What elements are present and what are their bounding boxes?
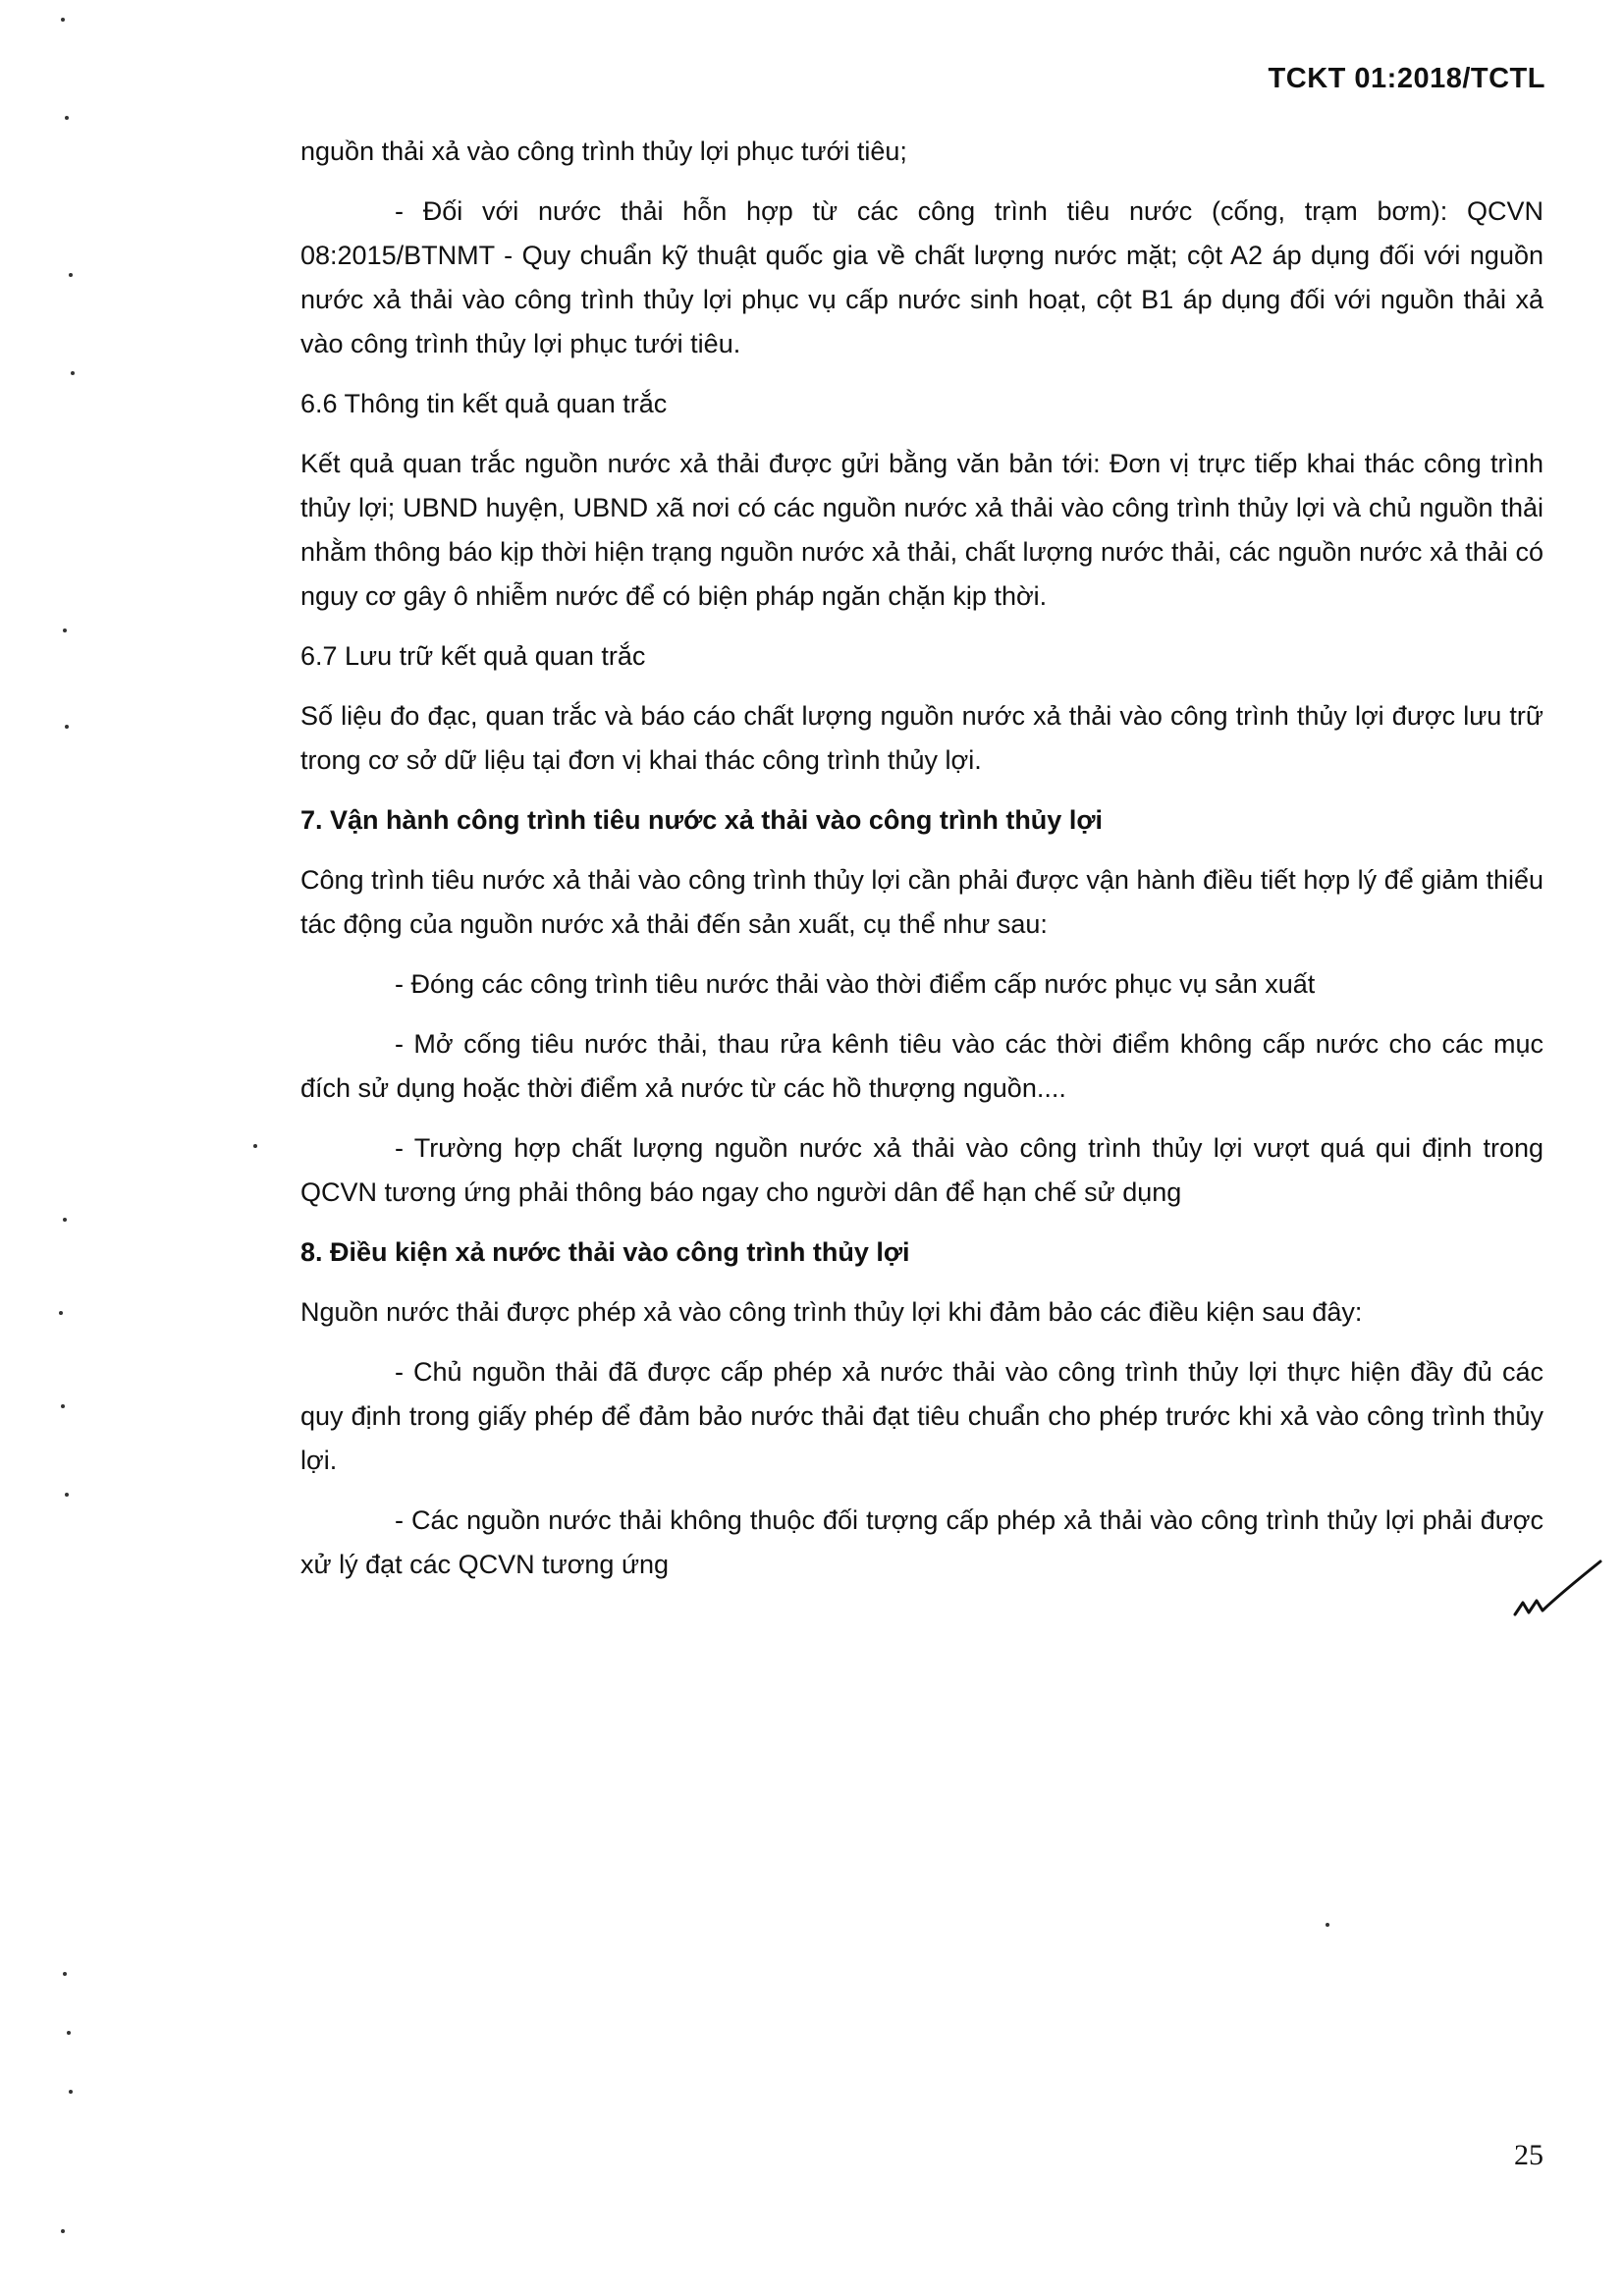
list-item: - Các nguồn nước thải không thuộc đối tượng cấp phép xả thải vào công trình thủy lợi phải được xử lý đạt các QCVN tương ứng bbox=[300, 1505, 1543, 1579]
list-item: - Trường hợp chất lượng nguồn nước xả thải vào công trình thủy lợi vượt quá qui định trong QCVN tương ứng phải thông báo ngay cho người dân để hạn chế sử dụng bbox=[300, 1133, 1543, 1207]
scan-speck bbox=[69, 273, 73, 277]
list-item: - Mở cống tiêu nước thải, thau rửa kênh tiêu vào các thời điểm không cấp nước cho các mục đích sử dụng hoặc thời điểm xả nước từ các hồ thượng nguồn.... bbox=[300, 1029, 1543, 1103]
body-text bbox=[300, 130, 1543, 1603]
section-heading: 8. Điều kiện xả nước thải vào công trình thủy lợi bbox=[300, 1237, 910, 1267]
page-number: 25 bbox=[1514, 2139, 1543, 2171]
paragraph: - Đối với nước thải hỗn hợp từ các công trình tiêu nước (cống, trạm bơm): QCVN 08:2015/BTNMT - Quy chuẩn kỹ thuật quốc gia về chất lượng nước mặt; cột A2 áp dụng đối với nguồn nước xả thải vào công trình thủy lợi phục vụ cấp nước sinh hoạt, cột B1 áp dụng đối với nguồn thải xả vào công trình thủy lợi phục tưới tiêu. bbox=[300, 196, 1543, 358]
paragraph: nguồn thải xả vào công trình thủy lợi phục tưới tiêu; bbox=[300, 137, 907, 166]
scan-speck bbox=[253, 1144, 257, 1148]
paragraph: Số liệu đo đạc, quan trắc và báo cáo chất lượng nguồn nước xả thải vào công trình thủy lợi được lưu trữ trong cơ sở dữ liệu tại đơn vị khai thác công trình thủy lợi. bbox=[300, 701, 1543, 775]
scan-speck bbox=[67, 2031, 71, 2035]
paragraph: Nguồn nước thải được phép xả vào công trình thủy lợi khi đảm bảo các điều kiện sau đây: bbox=[300, 1297, 1363, 1327]
list-item: - Đóng các công trình tiêu nước thải vào thời điểm cấp nước phục vụ sản xuất bbox=[395, 969, 1316, 999]
paragraph: Kết quả quan trắc nguồn nước xả thải được gửi bằng văn bản tới: Đơn vị trực tiếp khai thác công trình thủy lợi; UBND huyện, UBND xã nơi có các nguồn nước xả thải vào công trình thủy lợi và chủ nguồn thải nhằm thông báo kịp thời hiện trạng nguồn nước xả thải, chất lượng nước thải, các nguồn nước xả thải có nguy cơ gây ô nhiễm nước để có biện pháp ngăn chặn kịp thời. bbox=[300, 449, 1543, 611]
scan-speck bbox=[71, 371, 75, 375]
section-heading: 6.6 Thông tin kết quả quan trắc bbox=[300, 389, 668, 418]
scan-speck bbox=[69, 2090, 73, 2094]
paragraph: Công trình tiêu nước xả thải vào công trình thủy lợi cần phải được vận hành điều tiết hợp lý để giảm thiểu tác động của nguồn nước xả thải đến sản xuất, cụ thể như sau: bbox=[300, 865, 1543, 939]
scan-speck bbox=[61, 2229, 65, 2233]
section-heading: 7. Vận hành công trình tiêu nước xả thải vào công trình thủy lợi bbox=[300, 805, 1104, 835]
signature-initial bbox=[1507, 1554, 1605, 1632]
scan-speck bbox=[63, 1218, 67, 1222]
scan-speck bbox=[61, 18, 65, 22]
scan-speck bbox=[65, 116, 69, 120]
scan-speck bbox=[65, 1493, 69, 1497]
list-item: - Chủ nguồn thải đã được cấp phép xả nước thải vào công trình thủy lợi thực hiện đầy đủ các quy định trong giấy phép để đảm bảo nước thải đạt tiêu chuẩn cho phép trước khi xả vào công trình thủy lợi. bbox=[300, 1357, 1543, 1475]
scan-speck bbox=[1326, 1923, 1329, 1927]
document-code: TCKT 01:2018/TCTL bbox=[1268, 63, 1545, 94]
scan-speck bbox=[65, 725, 69, 729]
scan-speck bbox=[59, 1311, 63, 1315]
section-heading: 6.7 Lưu trữ kết quả quan trắc bbox=[300, 641, 646, 671]
scan-speck bbox=[63, 1972, 67, 1976]
scan-speck bbox=[61, 1404, 65, 1408]
scan-speck bbox=[63, 629, 67, 632]
